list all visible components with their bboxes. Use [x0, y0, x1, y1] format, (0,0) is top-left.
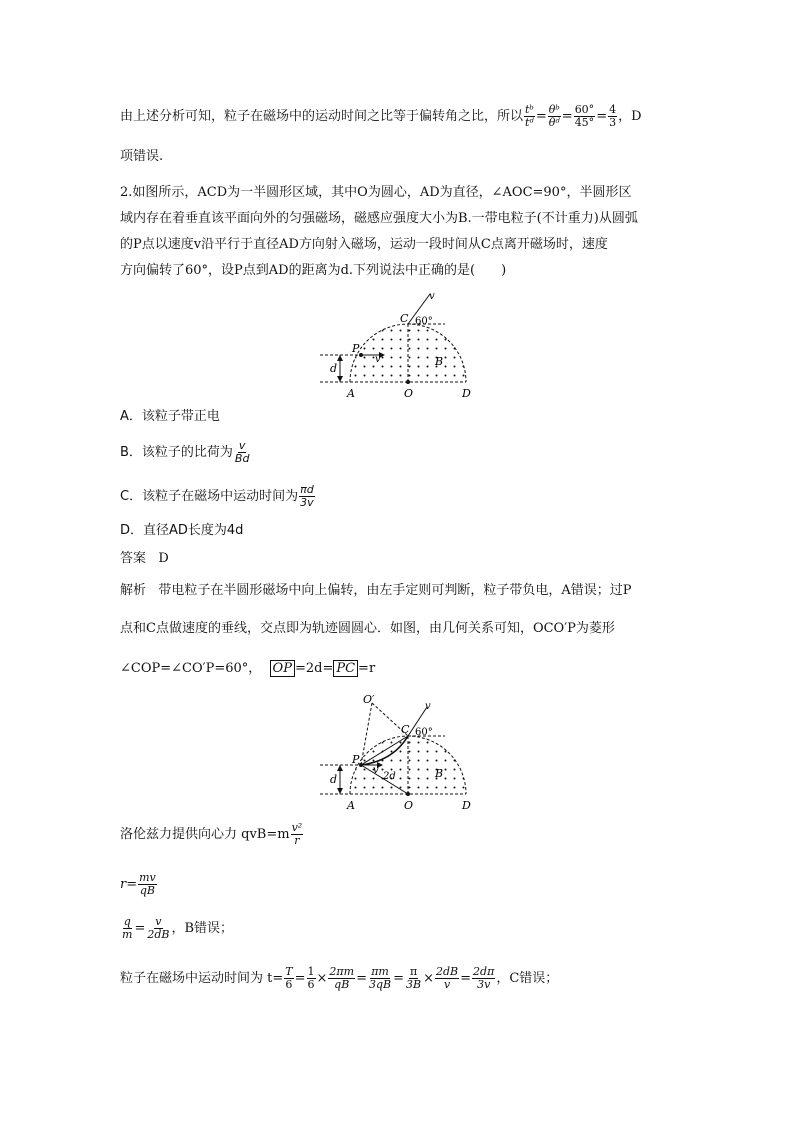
formula-radius: r= $\frac{mv}{qB}$: [120, 871, 156, 897]
option-c: C．该粒子在磁场中运动时间为 $\frac{\pi d}{3v}$: [120, 483, 314, 509]
analysis-label: 解析: [120, 583, 147, 598]
d-arrow-up: [337, 765, 343, 771]
magnetic-field-dots: [350, 324, 466, 382]
intro-line-1: 由上述分析可知，粒子在磁场中的运动时间之比等于偏转角之比，所以 $\frac{\text{tᵇ}}{\text{tᵈ}}$ = $\frac{\text{θᵇ}}{\text{θᵈ}}$ = $\frac{60^\circ}{45^\circ}$ = $\frac{4}{3}$ ，D: [120, 103, 642, 129]
label-v-exit: v: [425, 701, 431, 712]
label-c: C: [401, 723, 410, 736]
label-60-degree: 60°: [415, 727, 433, 738]
intro-line-2: 项错误.: [120, 149, 164, 164]
question-line-2: 域内存在着垂直该平面向外的匀强磁场，磁感应强度大小为B.一带电粒子(不计重力)从圆弧: [120, 211, 638, 226]
d-arrow-down: [337, 788, 343, 794]
fraction-four-thirds: $\frac{4}{3}$: [609, 103, 617, 129]
fraction-1-6: $\frac{1}{6}$: [307, 965, 315, 991]
formula-time: 粒子在磁场中运动时间为 t= $\frac{T}{6}$ = $\frac{1}{6}$ × $\frac{2\pi m}{qB}$ = $\frac{\pi m}{3qB}$ = $\frac{\pi}{3B}$ × $\frac{2dB}{v}$ = $\frac{2d\pi}{3v}$ ，C错误；: [120, 965, 559, 991]
label-p: P: [352, 342, 360, 355]
label-c: C: [400, 312, 409, 325]
fraction-v2-r: $\frac{\text{v²}}{r}$: [291, 821, 303, 847]
analysis-line-1: 解析 带电粒子在半圆形磁场中向上偏转，由左手定则可判断，粒子带负电，A错误；过P: [120, 583, 632, 598]
analysis-line-2: 点和C点做速度的垂线，交点即为轨迹圆圆心．如图，由几何关系可知，OCO′P为菱形: [120, 621, 615, 636]
label-b: B: [435, 355, 444, 368]
fraction-pi-3b: $\frac{\pi}{3B}$: [406, 965, 422, 991]
fraction-theta: $\frac{\text{θᵇ}}{\text{θᵈ}}$: [548, 103, 560, 129]
fraction-2pim-qb: $\frac{2\pi m}{qB}$: [329, 965, 355, 991]
figure-1-semicircle: [315, 290, 485, 402]
label-o: O: [404, 387, 414, 400]
question-line-1: 2.如图所示，ACD为一半圆形区域，其中O为圆心，AD为直径，∠AOC=90°，半圆形区: [120, 185, 632, 200]
d-arrow-down: [337, 376, 343, 382]
label-p: P: [352, 753, 360, 766]
option-b: B．该粒子的比荷为 $\frac{v}{Bd}$: [120, 439, 250, 465]
answer-line: [120, 550, 169, 568]
option-d: D．直径AD长度为4d: [120, 523, 244, 538]
label-d-distance: d: [330, 362, 338, 375]
fraction-mv-qb: $\frac{mv}{qB}$: [139, 871, 156, 897]
figure-2-trajectory: [315, 693, 485, 813]
point-o: [406, 380, 410, 384]
label-b: B: [435, 767, 444, 780]
question-line-3: 的P点以速度v沿平行于直径AD方向射入磁场，运动一段时间从C点离开磁场时，速度: [120, 237, 608, 252]
intro-prefix: 由上述分析可知，粒子在磁场中的运动时间之比等于偏转角之比，所以: [120, 109, 524, 124]
label-2d: 2d: [383, 771, 396, 782]
d-arrow-up: [337, 355, 343, 361]
answer-label: 答案: [120, 551, 147, 566]
label-o-prime: O′: [363, 693, 375, 706]
boxed-pc: PC: [333, 660, 358, 677]
analysis-line-3: ∠COP=∠CO′P=60°， OP =2d= PC =r: [120, 661, 376, 676]
question-line-4: 方向偏转了60°，设P点到AD的距离为d.下列说法中正确的是( ): [120, 263, 507, 278]
formula-lorentz: 洛伦兹力提供向心力 qvB=m $\frac{\text{v²}}{r}$: [120, 821, 303, 847]
label-v-exit: v: [429, 291, 435, 302]
fraction-2dpi-3v: $\frac{2d\pi}{3v}$: [473, 965, 495, 991]
fraction-angles: $\frac{60^\circ}{45^\circ}$: [574, 103, 595, 129]
fraction-t-6: $\frac{T}{6}$: [285, 965, 293, 991]
answer-value: D: [158, 551, 169, 566]
fraction-pim-3qb: $\frac{\pi m}{3qB}$: [368, 965, 392, 991]
label-v-entry: v: [375, 354, 381, 365]
fraction-v-bd: $\frac{v}{Bd}$: [234, 439, 250, 465]
point-p: [359, 353, 363, 357]
fraction-tb-td: $\frac{\text{tᵇ}}{\text{tᵈ}}$: [525, 103, 534, 129]
point-o: [406, 792, 410, 796]
boxed-op: OP: [270, 660, 295, 677]
label-d: D: [462, 799, 471, 812]
fraction-q-m: $\frac{q}{m}$: [122, 915, 133, 941]
fraction-pid-3v: $\frac{\pi d}{3v}$: [300, 483, 314, 509]
fraction-2db-v: $\frac{2dB}{v}$: [436, 965, 459, 991]
formula-charge-mass: $\frac{q}{m}$ = $\frac{v}{2dB}$ ，B错误；: [122, 915, 234, 941]
label-a: A: [347, 387, 355, 400]
label-60-degree: 60°: [415, 316, 433, 327]
label-o: O: [404, 799, 414, 812]
label-d-distance: d: [330, 773, 338, 786]
fraction-v-2db: $\frac{v}{2dB}$: [147, 915, 170, 941]
label-v-entry: v: [373, 765, 379, 776]
option-a: A．该粒子带正电: [120, 409, 220, 424]
label-a: A: [347, 799, 355, 812]
point-p: [359, 763, 363, 767]
label-d: D: [462, 387, 471, 400]
